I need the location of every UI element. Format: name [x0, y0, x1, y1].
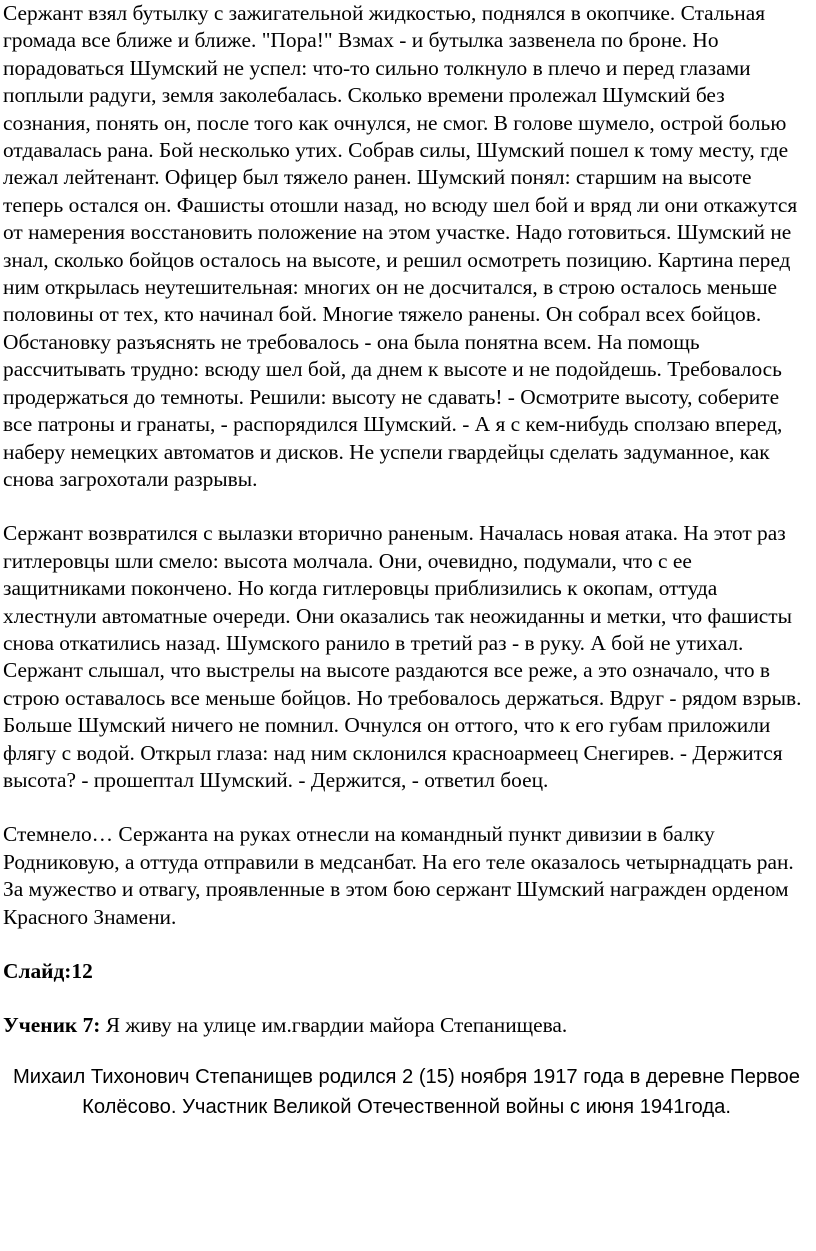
paragraph-1: Сержант взял бутылку с зажигательной жидкостью, поднялся в окопчике. Стальная громада все ближе и ближе. "Пора!" Взмах - и бутылка зазвенела по броне. Но порадоваться Шумский не успел: что-то сильно толкнуло в плечо и перед глазами поплыли радуги, земля заколебалась. Сколько времени пролежал Шумский без сознания, понять он, после того как очнулся, не смог. В голове шумело, острой болью отдавалась рана. Бой несколько утих. Собрав силы, Шумский пошел к тому месту, где лежал лейтенант. Офицер был тяжело ранен. Шумский понял: старшим на высоте теперь остался он. Фашисты отошли назад, но всюду шел бой и вряд ли они откажутся от намерения восстановить положение на этом участке. Надо готовиться. Шумский не знал, сколько бойцов осталось на высоте, и решил осмотреть позицию. Картина перед ним открылась неутешительная: многих он не досчитался, в строю осталось меньше половины от тех, кто начинал бой. Многие тяжело ранены. Он собрал всех бойцов. Обстановку разъяснять не требовалось - она была понятна всем. На помощь рассчитывать трудно: всюду шел бой, да днем к высоте и не подойдешь. Требовалось продержаться до темноты. Решили: высоту не сдавать! - Осмотрите высоту, соберите все патроны и гранаты, - распорядился Шумский. - А я с кем-нибудь сползаю вперед, наберу немецких автоматов и дисков. Не успели гвардейцы сделать задуманное, как снова загрохотали разрывы.: [3, 1, 798, 491]
student-label: Ученик 7:: [3, 1013, 101, 1038]
student-text: Я живу на улице им.гвардии майора Степанищева.: [100, 1013, 568, 1038]
slide-label: Слайд:12: [3, 959, 93, 983]
paragraph-3: Стемнело… Сержанта на руках отнесли на командный пункт дивизии в балку Родниковую, а оттуда отправили в медсанбат. На его теле оказалось четырнадцать ран. За мужество и отвагу, проявленные в этом бою сержант Шумский награжден орденом Красного Знамени.: [3, 822, 794, 929]
paragraph-2: Сержант возвратился с вылазки вторично раненым. Началась новая атака. На этот раз гитлеровцы шли смело: высота молчала. Они, очевидно, подумали, что с ее защитниками покончено. Но когда гитлеровцы приблизились к окопам, оттуда хлестнули автоматные очереди. Они оказались так неожиданны и метки, что фашисты снова откатились назад. Шумского ранило в третий раз - в руку. А бой не утихал. Сержант слышал, что выстрелы на высоте раздаются все реже, а это означало, что в строю оставалось все меньше бойцов. Но требовалось держаться. Вдруг - рядом взрыв. Больше Шумский ничего не помнил. Очнулся он оттого, что к его губам приложили флягу с водой. Открыл глаза: над ним склонился красноармеец Снегирев. - Держится высота? - прошептал Шумский. - Держится, - ответил боец.: [3, 521, 802, 792]
student-line: [3, 1012, 810, 1039]
biography-text: Михаил Тихонович Степанищев родился 2 (15) ноября 1917 года в деревне Первое Колёсово. Участник Великой Отечественной войны с июня 1941года.: [12, 1065, 800, 1118]
